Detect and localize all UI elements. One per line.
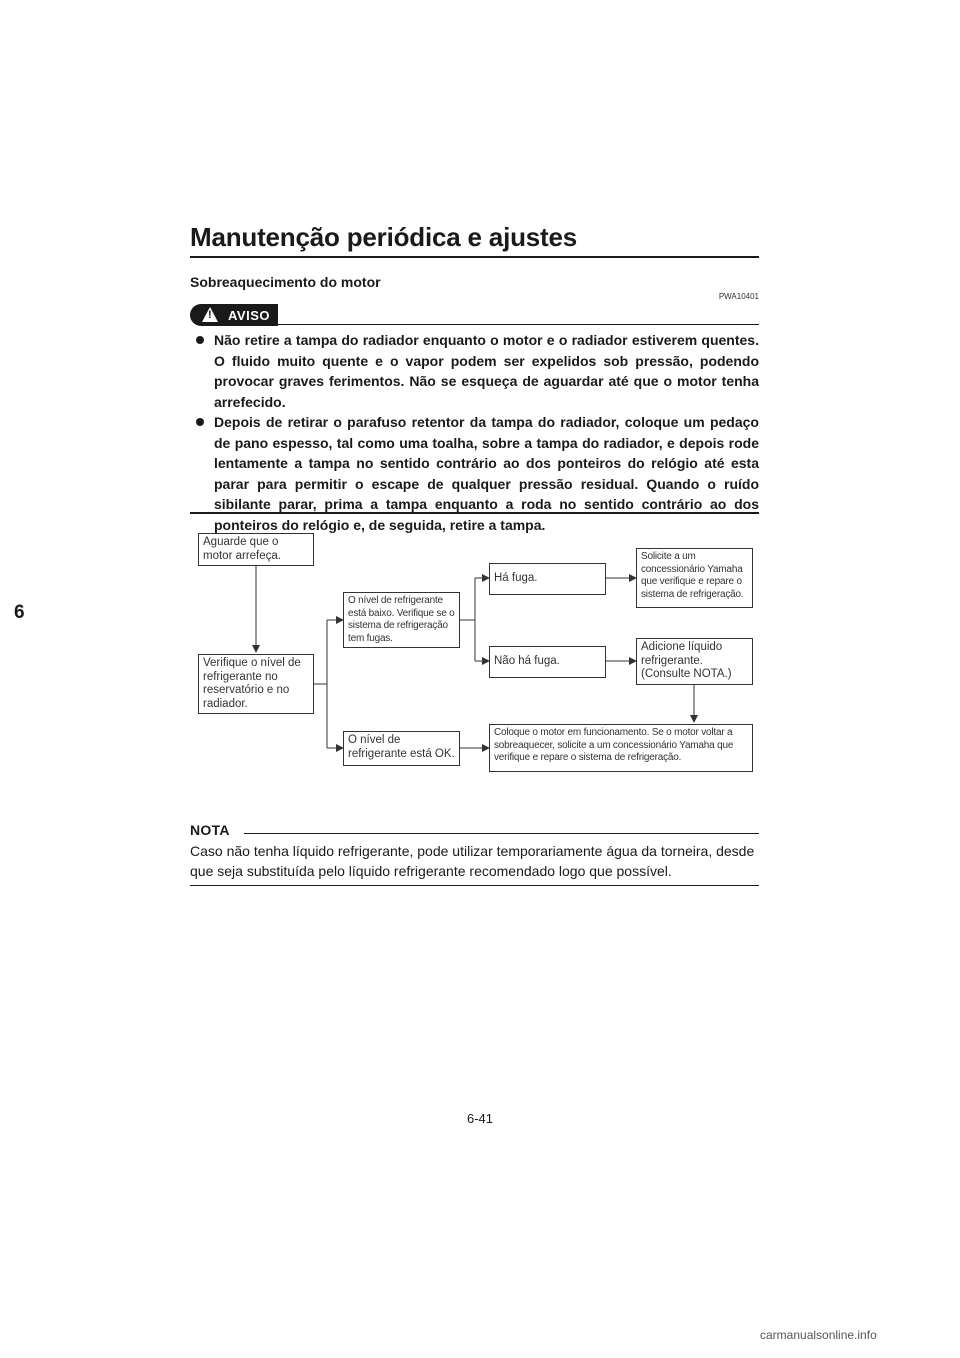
footer-site: carmanualsonline.info (760, 1328, 877, 1342)
note-label: NOTA (190, 822, 230, 838)
reference-code: PWA10401 (718, 292, 759, 301)
flow-step-level-ok: O nível de refrigerante está OK. (343, 731, 460, 766)
chapter-number: 6 (14, 602, 25, 623)
flow-step-leak: Há fuga. (489, 563, 606, 595)
note-text: Caso não tenha líquido refrigerante, pode utilizar temporariamente água da torneira, desde que seja substituída pelo líquido refrigerante recomendado logo que possível. (190, 843, 755, 879)
flow-step-ask-dealer: Solicite a um concessionário Yamaha que verifique e repare o sistema de refrigeração. (636, 548, 753, 608)
warning-item-text: Não retire a tampa do radiador enquanto o motor e o radiador estiverem quentes. O fluido muito quente e o vapor podem ser expelidos sob pressão, podendo provocar graves ferimentos. Não se esqueça de aguardar até que o motor tenha arrefecido. (214, 332, 759, 410)
warning-item-text: Depois de retirar o parafuso retentor da tampa do radiador, coloque um pedaço de pano espesso, tal como uma toalha, sobre a tampa do radiador, e depois rode lentamente a tampa no sentido contrário ao dos ponteiros do relógio até esta parar para permitir o escape de qualquer pressão residual. Quando o ruído sibilante parar, prima a tampa enquanto a roda no sentido contrário ao dos ponteiros do relógio e, de seguida, retire a tampa. (214, 414, 759, 533)
note-end-divider (190, 885, 759, 886)
note-divider (244, 833, 759, 834)
flow-step-wait: Aguarde que o motor arrefeça. (198, 533, 314, 566)
flow-step-start-engine: Coloque o motor em funcionamento. Se o motor voltar a sobreaquecer, solicite a um concessionário Yamaha que verifique e repare o sistema de refrigeração. (489, 724, 753, 772)
section-heading: Sobreaquecimento do motor (190, 274, 381, 290)
flow-step-add-coolant: Adicione líquido refrigerante. (Consulte NOTA.) (636, 638, 753, 685)
flow-step-check-level: Verifique o nível de refrigerante no reservatório e no radiador. (198, 654, 314, 714)
warning-label: AVISO (228, 308, 270, 323)
exclamation-icon: ! (208, 309, 212, 321)
flow-step-no-leak: Não há fuga. (489, 646, 606, 678)
flow-step-level-low: O nível de refrigerante está baixo. Verifique se o sistema de refrigeração tem fugas. (343, 592, 460, 648)
page-title: Manutenção periódica e ajustes (190, 222, 578, 252)
page-number: 6-41 (466, 1111, 494, 1126)
